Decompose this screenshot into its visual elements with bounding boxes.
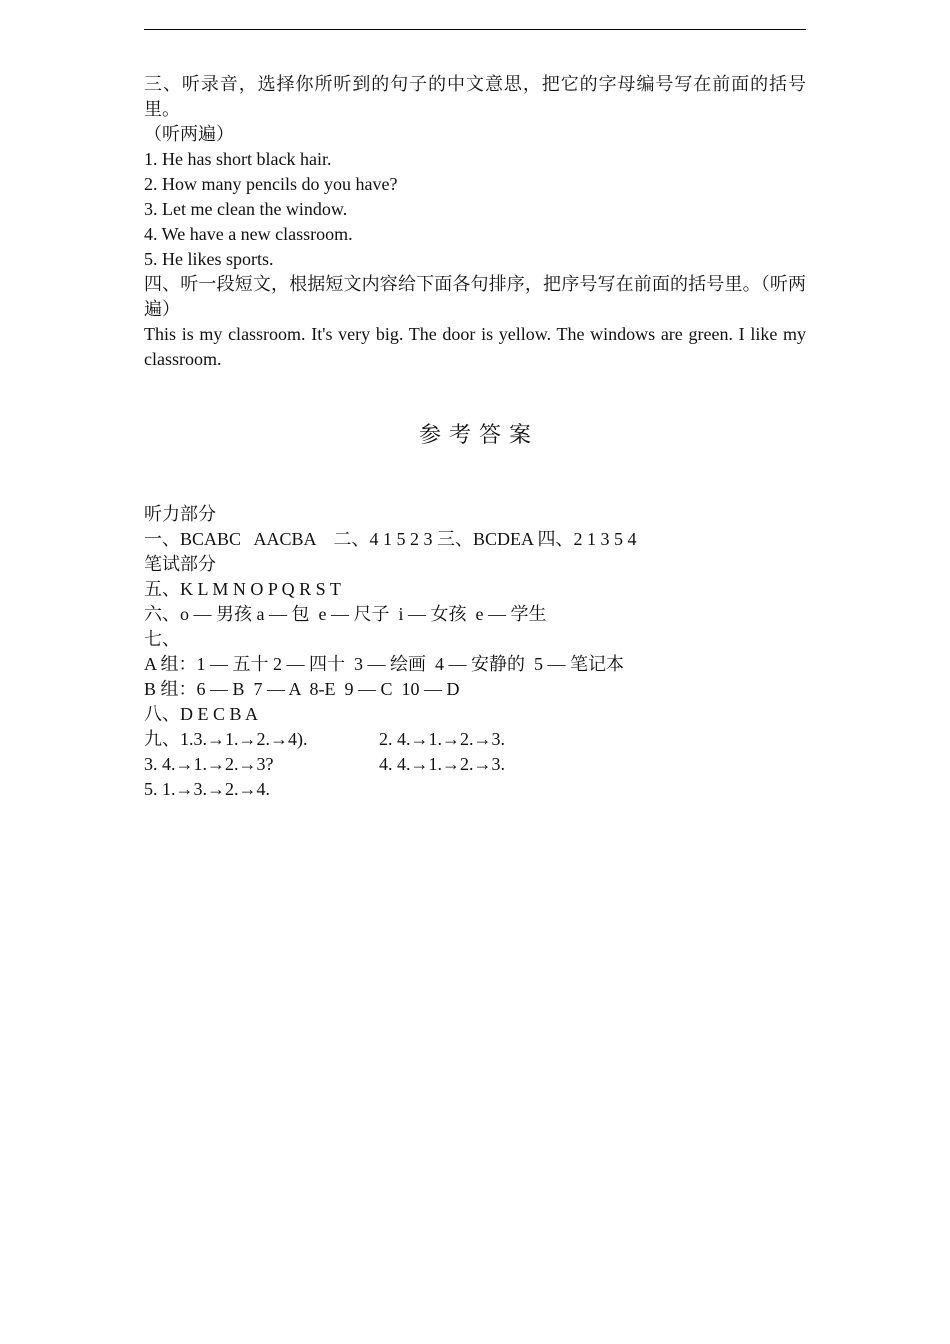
part3-instruction: 三、听录音，选择你所听到的句子的中文意思，把它的字母编号写在前面的括号里。 <box>144 74 806 119</box>
header-rule <box>144 29 806 30</box>
part5-answers: 五、K L M N O P Q R S T <box>144 579 341 599</box>
listening-heading: 听力部分 <box>144 504 216 524</box>
part9-answer: 5. 1.→3.→2.→4. <box>144 779 270 799</box>
part9-row <box>144 777 806 802</box>
part9-answer: 九、1.3.→1.→2.→4). <box>144 729 308 749</box>
part8-answers: 八、D E C B A <box>144 704 259 724</box>
part9-row <box>144 752 806 777</box>
part9-answer: 3. 4.→1.→2.→3? <box>144 754 274 774</box>
part7-group-a: A 组：1 — 五十 2 — 四十 3 — 绘画 4 — 安静的 5 — 笔记本 <box>144 654 625 674</box>
listening-answers: 一、BCABC AACBA 二、4 1 5 2 3 三、BCDEA 四、2 1 3 5 4 <box>144 529 637 549</box>
part3-sentence: 3. Let me clean the window. <box>144 199 348 219</box>
page-content <box>144 72 806 802</box>
part4-instruction: 四、听一段短文，根据短文内容给下面各句排序，把序号写在前面的括号里。（听两遍） <box>144 274 806 319</box>
part9-row <box>144 727 806 752</box>
part3-note: （听两遍） <box>144 124 234 144</box>
part9-answer: 2. 4.→1.→2.→3. <box>379 729 505 749</box>
part7-group-b: B 组：6 — B 7 — A 8-E 9 — C 10 — D <box>144 679 460 699</box>
part9-answer: 4. 4.→1.→2.→3. <box>379 754 505 774</box>
written-heading: 笔试部分 <box>144 554 216 574</box>
part7-heading: 七、 <box>144 629 180 649</box>
part4-passage: This is my classroom. It's very big. The door is yellow. The windows are green. I like my classroom. <box>144 324 806 369</box>
part6-answers: 六、o — 男孩 a — 包 e — 尺子 i — 女孩 e — 学生 <box>144 604 547 624</box>
part3-sentence: 5. He likes sports. <box>144 249 274 269</box>
part3-sentence: 1. He has short black hair. <box>144 149 332 169</box>
part3-sentence: 4. We have a new classroom. <box>144 224 353 244</box>
part3-sentence: 2. How many pencils do you have? <box>144 174 398 194</box>
answer-key-title: 参考答案 <box>418 422 539 447</box>
